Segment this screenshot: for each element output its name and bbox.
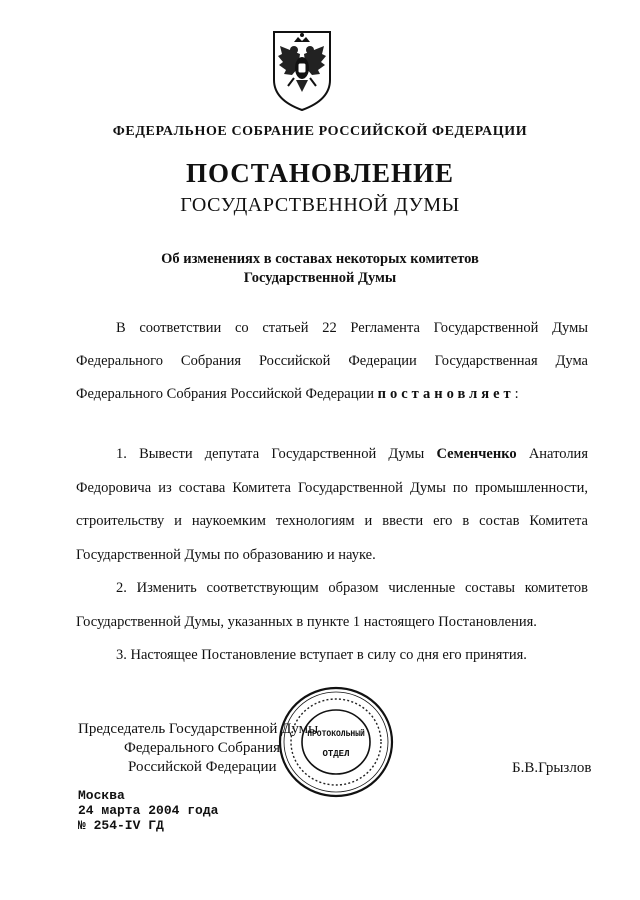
document-type: ПОСТАНОВЛЕНИЕ: [185, 158, 455, 188]
seal-stamp-icon: [276, 684, 396, 800]
signatory-name: Б.В.Грызлов: [512, 760, 592, 776]
coat-of-arms-icon: [270, 28, 334, 114]
document-number: № 254-IV ГД: [78, 818, 164, 833]
parliament-name: ФЕДЕРАЛЬНОЕ СОБРАНИЕ РОССИЙСКОЙ ФЕДЕРАЦИИ: [112, 124, 528, 139]
resolution-item-2: [76, 572, 588, 639]
signatory-title-line-1: Председатель Государственной Думы: [78, 721, 319, 737]
item-text: Настоящее Постановление вступает в силу со дня его принятия.: [130, 647, 527, 663]
item-text-before: Вывести депутата Государственной Думы: [139, 446, 425, 462]
document-footer: [78, 788, 218, 833]
item-text-after: Анатолия Федоровича из состава Комитета Государственной Думы по промышленности, строительству и наукоемким технологиям и ввести его в состав Комитета Государственной Думы по образованию и науке.: [76, 446, 588, 563]
signatory-title-line-2: Федерального Собрания: [124, 740, 281, 756]
preamble: [76, 312, 588, 410]
subject-line-2: Государственной Думы: [243, 270, 397, 286]
place-of-signing: Москва: [78, 788, 125, 803]
item-number: 1.: [116, 446, 127, 462]
item-number: 3.: [116, 647, 127, 663]
signatory-title-line-3: Российской Федерации: [128, 759, 277, 775]
subject-line-1: Об изменениях в составах некоторых комитетов: [161, 251, 479, 267]
document-subject: [0, 250, 640, 288]
deputy-surname: Семенченко: [436, 446, 517, 462]
preamble-text: В соответствии со статьей 22 Регламента Государственной Думы Федерального Собрания Российской Федерации Государственная Дума Федерального Собрания Российской Федерации: [76, 320, 588, 402]
resolution-items: [76, 438, 588, 673]
stamp-center-top: ПРОТОКОЛЬНЫЙ: [307, 730, 365, 739]
item-text: Изменить соответствующим образом численные составы комитетов Государственной Думы, указанных в пункте 1 настоящего Постановления.: [76, 580, 589, 630]
item-number: 2.: [116, 580, 127, 596]
stamp-center-bottom: ОТДЕЛ: [322, 749, 350, 759]
preamble-paragraph: [76, 312, 588, 410]
resolution-item-3: [76, 639, 588, 673]
preamble-suffix: :: [514, 385, 519, 402]
document-issuer: ГОСУДАРСТВЕННОЙ ДУМЫ: [180, 194, 460, 216]
resolution-item-1: [76, 438, 588, 572]
signing-date: 24 марта 2004 года: [78, 803, 219, 818]
resolves-word: постановляет: [377, 385, 515, 402]
